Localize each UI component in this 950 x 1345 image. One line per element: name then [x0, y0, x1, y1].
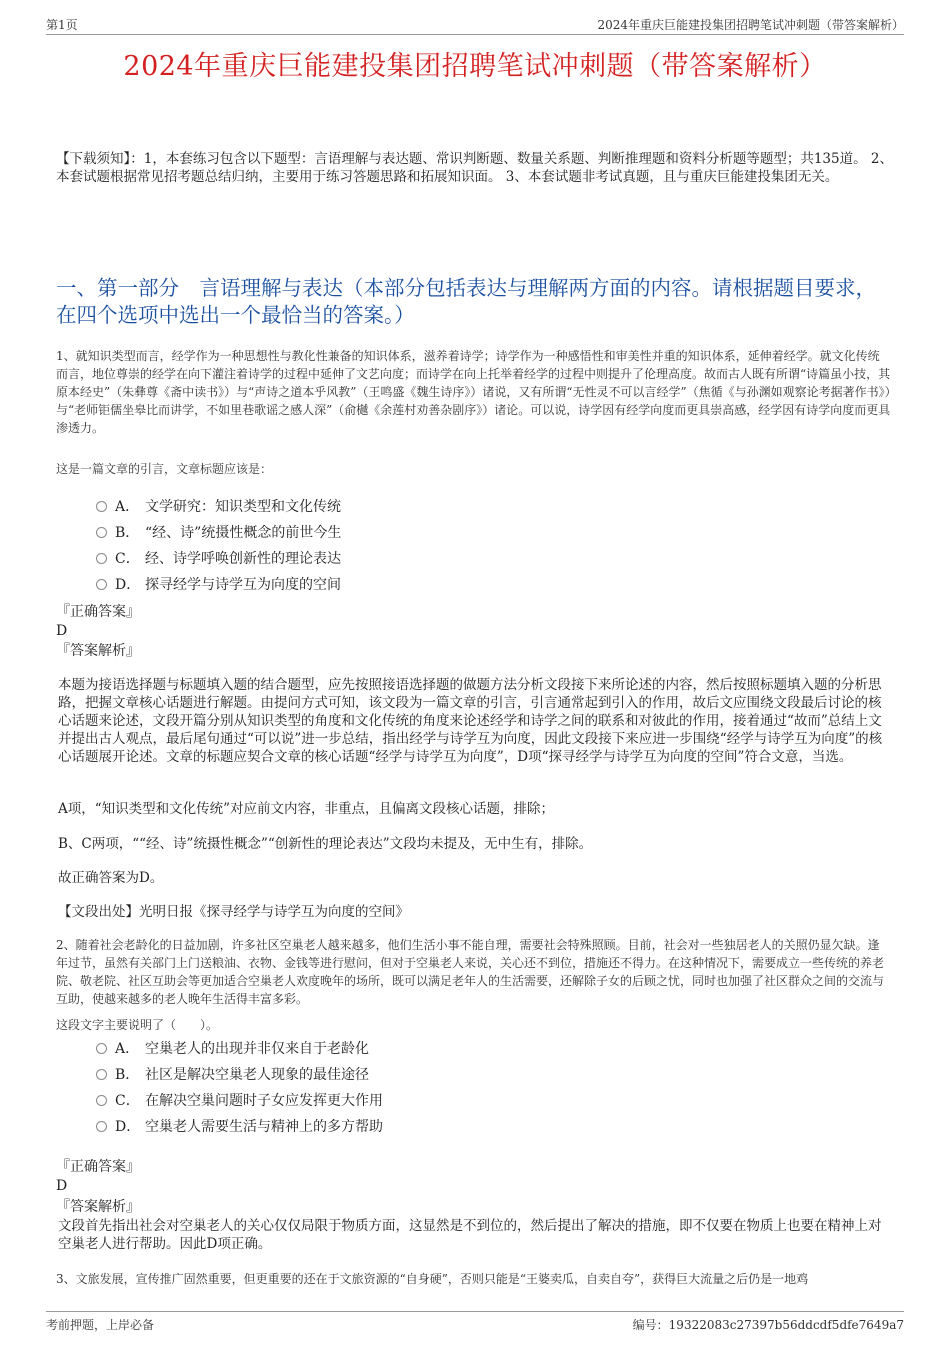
- q2-analysis: 文段首先指出社会对空巢老人的关心仅仅局限于物质方面，这显然是不到位的，然后提出了解决的措施，即不仅要在物质上也要在精神上对空巢老人进行帮助。因此D项正确。: [58, 1218, 882, 1252]
- radio-icon[interactable]: [96, 501, 107, 512]
- q1-analysis-bc: B、C两项，““经、诗”统摄性概念”“创新性的理论表达”文段均未提及，无中生有，排除。: [58, 836, 593, 852]
- option-label: C．: [115, 1093, 140, 1109]
- page-footer: [46, 1311, 904, 1334]
- option-label: B．: [115, 525, 140, 541]
- option-label: C．: [115, 551, 140, 567]
- option-label: A．: [115, 1041, 140, 1057]
- option-label: D．: [115, 577, 141, 593]
- radio-icon[interactable]: [96, 1069, 107, 1080]
- radio-icon[interactable]: [96, 1095, 107, 1106]
- option-text: 在解决空巢问题时子女应发挥更大作用: [145, 1093, 383, 1109]
- page-number: 第1页: [46, 18, 78, 32]
- q1-option-c[interactable]: [96, 545, 796, 571]
- question-2-text: 2、随着社会老龄化的日益加剧，许多社区空巢老人越来越多，他们生活小事不能自理，需要社会特殊照顾。目前，社会对一些独居老人的关照仍显欠缺。逢年过节，虽然有关部门上门送粮油、衣物、金钱等进行慰问，但对于空巢老人来说，关心还不到位，措施还不得力。在这种情况下，需要成立一些传统的养老院、敬老院、社区互助会等更加适合空巢老人欢度晚年的场所，既可以满足老年人的生活需要，还解除子女的后顾之忧，同时也加强了社区群众之间的交流与互助，使越来越多的老人晚年生活得丰富多彩。: [56, 938, 885, 1006]
- q1-option-b[interactable]: [96, 519, 796, 545]
- q2-answer-label: 『正确答案』: [56, 1159, 140, 1175]
- option-text: 探寻经学与诗学互为向度的空间: [145, 577, 341, 593]
- page-header: [46, 14, 904, 35]
- radio-icon[interactable]: [96, 527, 107, 538]
- section-heading: 一、第一部分 言语理解与表达（本部分包括表达与理解两方面的内容。请根据题目要求，在四个选项中选出一个最恰当的答案。）: [56, 276, 876, 327]
- q1-option-d[interactable]: [96, 571, 796, 597]
- question-1-prompt: 这是一篇文章的引言，文章标题应该是：: [56, 462, 273, 476]
- option-text: 文学研究：知识类型和文化传统: [145, 499, 341, 515]
- radio-icon[interactable]: [96, 553, 107, 564]
- option-text: 空巢老人的出现并非仅来自于老龄化: [145, 1041, 369, 1057]
- q2-option-d[interactable]: [96, 1113, 796, 1139]
- option-label: D．: [115, 1119, 141, 1135]
- q2-analysis-label: 『答案解析』: [56, 1199, 140, 1215]
- q1-answer-label: 『正确答案』: [56, 604, 140, 620]
- header-doc-title: 2024年重庆巨能建投集团招聘笔试冲刺题（带答案解析）: [597, 18, 904, 32]
- question-2-options: [96, 1035, 796, 1139]
- radio-icon[interactable]: [96, 1121, 107, 1132]
- footer-code: 编号：19322083c27397b56ddcdf5dfe7649a7: [632, 1318, 904, 1332]
- question-1-text: 1、就知识类型而言，经学作为一种思想性与教化性兼备的知识体系，滋养着诗学；诗学作为一种感悟性和审美性并重的知识体系，延伸着经学。就文化传统而言，地位尊崇的经学在向下灌注着诗学的过程中延伸了文艺向度；而诗学在向上托举着经学的过程中则提升了伦理高度。故而古人既有所谓“诗篇虽小技，其原本经史”（朱彝尊《斋中读书》）与“声诗之道本乎风教”（王鸣盛《魏生诗序》）诸说，又有所谓“无性灵不可以言经学”（焦循《与孙渊如观察论考据著作书》）与“老师钜儒坐皋比而讲学，不如里巷歌谣之感人深”（俞樾《余莲村劝善杂剧序》）诸论。可以说，诗学因有经学向度而更具崇高感，经学因有诗学向度而更具渗透力。: [56, 349, 891, 435]
- option-text: 经、诗学呼唤创新性的理论表达: [145, 551, 341, 567]
- q1-analysis-a: A项，“知识类型和文化传统”对应前文内容，非重点，且偏离文段核心话题，排除；: [58, 801, 555, 817]
- option-text: 空巢老人需要生活与精神上的多方帮助: [145, 1119, 383, 1135]
- option-text: 社区是解决空巢老人现象的最佳途径: [145, 1067, 369, 1083]
- document-title: 2024年重庆巨能建投集团招聘笔试冲刺题（带答案解析）: [123, 51, 827, 82]
- q1-analysis-label: 『答案解析』: [56, 643, 140, 659]
- q2-option-c[interactable]: [96, 1087, 796, 1113]
- q1-answer: D: [56, 623, 68, 639]
- q1-option-a[interactable]: [96, 493, 796, 519]
- q1-analysis-conclusion: 故正确答案为D。: [58, 870, 164, 886]
- option-label: A．: [115, 499, 140, 515]
- q2-answer: D: [56, 1178, 68, 1194]
- download-notice: 【下载须知】：1，本套练习包含以下题型：言语理解与表达题、常识判断题、数量关系题、判断推理题和资料分析题等题型；共135道。 2、本套试题根据常见招考题总结归纳，主要用于练习答题思路和拓展知识面。 3、本套试题非考试真题，且与重庆巨能建投集团无关。: [56, 151, 893, 185]
- footer-slogan: 考前押题，上岸必备: [46, 1318, 155, 1332]
- radio-icon[interactable]: [96, 579, 107, 590]
- question-1-options: [96, 493, 796, 597]
- q1-source: 【文段出处】光明日报《探寻经学与诗学互为向度的空间》: [58, 904, 409, 920]
- q2-option-b[interactable]: [96, 1061, 796, 1087]
- question-2-prompt: 这段文字主要说明了（ ）。: [56, 1018, 219, 1032]
- option-text: “经、诗”统摄性概念的前世今生: [145, 525, 342, 541]
- option-label: B．: [115, 1067, 140, 1083]
- q1-analysis-main: 本题为接语选择题与标题填入题的结合题型，应先按照接语选择题的做题方法分析文段接下来所论述的内容，然后按照标题填入题的分析思路，把握文章核心话题进行解题。由提问方式可知，该文段为一篇文章的引言，引言通常起到引入的作用，故后文应围绕文段最后讨论的核心话题来论述，文段开篇分别从知识类型的角度和文化传统的角度来论述经学和诗学之间的联系和对彼此的作用，接着通过“故而”总结上文并提出古人观点，最后尾句通过“可以说”进一步总结，指出经学与诗学互为向度，因此文段接下来应进一步围绕“经学与诗学互为向度”的核心话题展开论述。文章的标题应契合文章的核心话题“经学与诗学互为向度”，D项“探寻经学与诗学互为向度的空间”符合文意，当选。: [58, 677, 883, 765]
- question-3-text: 3、文旅发展，宣传推广固然重要，但更重要的还在于文旅资源的“自身硬”，否则只能是“王婆卖瓜，自卖自夸”，获得巨大流量之后仍是一地鸡: [56, 1272, 809, 1286]
- radio-icon[interactable]: [96, 1043, 107, 1054]
- q2-option-a[interactable]: [96, 1035, 796, 1061]
